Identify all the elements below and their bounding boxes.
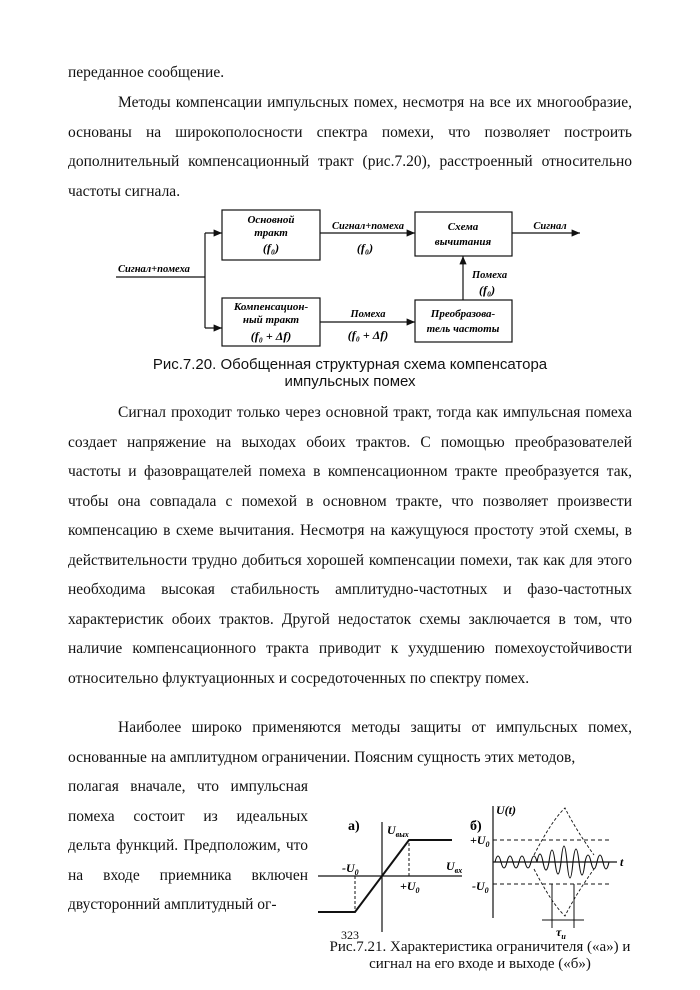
- comp-path-line1: Компенсацион-: [233, 301, 309, 313]
- u-in-label: $U_{вх}$: [446, 859, 463, 875]
- main-path-line1: Основной: [247, 214, 295, 226]
- paragraph-5: полагая вначале, что импульсная помеха состоит из идеальных дельта функций. Предположим, что на входе приемника включен двусторонний амплитудный ог-: [68, 778, 308, 913]
- plus-u0-label: $+U_0$: [400, 879, 420, 895]
- caption-7-21-line1: Рис.7.21. Характеристика ограничителя («а») и: [329, 939, 631, 955]
- figure-7-21: [312, 800, 642, 940]
- subtract-line2: вычитания: [434, 236, 492, 248]
- conv-out-freq: (f₀): [479, 283, 496, 297]
- t-axis-label: t: [620, 855, 624, 869]
- page-number: 323: [341, 928, 359, 942]
- input-label: Сигнал+помеха: [118, 264, 190, 275]
- comp-path-line2: ный тракт: [242, 314, 300, 326]
- b-minus-u0: $-U_0$: [472, 879, 489, 895]
- subtract-block: [415, 212, 512, 256]
- main-out-freq: (f₀): [356, 241, 374, 255]
- main-out-label: Сигнал+помеха: [332, 221, 404, 232]
- figure-7-20-caption: [120, 356, 580, 390]
- figure-7-21-caption: [300, 939, 660, 973]
- minus-u0-label: $-U_0$: [342, 861, 359, 877]
- b-plus-u0: $+U_0$: [470, 833, 490, 849]
- figure-7-20-block-diagram: [110, 205, 590, 350]
- comp-out-label: Помеха: [350, 309, 386, 320]
- paragraph-1: переданное сообщение.: [68, 64, 225, 81]
- u-out-label: $U_{вых}$: [387, 823, 409, 839]
- main-path-line2: тракт: [254, 227, 288, 239]
- paragraph-2: Методы компенсации импульсных помех, несмотря на все их многообразие, основаны на широкополосности спектра помехи, что позволяет построить дополнительный компенсационный тракт (рис.7.20), расстроенный относительно частоты сигнала.: [68, 94, 632, 200]
- panel-a-label: а): [348, 819, 360, 834]
- panel-b-label: б): [470, 819, 482, 834]
- output-label: Сигнал: [533, 221, 567, 232]
- caption-7-20-line1: Рис.7.20. Обобщенная структурная схема компенсатора: [152, 356, 548, 373]
- conv-out-label: Помеха: [472, 270, 508, 281]
- caption-7-21-line2: сигнал на его входе и выходе («б»): [369, 956, 591, 972]
- comp-out-freq: (f₀ + Δf): [347, 328, 389, 342]
- main-path-freq: (f₀): [262, 241, 280, 255]
- tau-label: $\tau_и$: [556, 925, 566, 940]
- paragraph-3: Сигнал проходит только через основной тракт, тогда как импульсная помеха создает напряжение на выходах обоих трактов. С помощью преобразователей частоты и фазовращателей помеха в компенсационном тракте преобразуется так, чтобы она совпадала с помехой в основном тракте, что позволяет произвести компенсацию в схеме вычитания. Несмотря на кажущуюся простоту этой схемы, в действительности трудно добиться хорошей компенсации помехи, так как для этого необходима высокая стабильность амплитудно-частотных и фазо-частотных характеристик обоих трактов. Другой недостаток схемы заключается в том, что наличие компенсационного тракта приводит к ухудшению помехоустойчивости относительно флуктуационных и сосредоточенных по спектру помех.: [68, 404, 632, 687]
- u-t-label: U(t): [496, 803, 516, 817]
- converter-line2: тель частоты: [426, 323, 500, 335]
- subtract-line1: Схема: [447, 221, 479, 233]
- converter-block: [415, 300, 512, 342]
- comp-path-freq: (f₀ + Δf): [250, 329, 292, 343]
- paragraph-4: Наиболее широко применяются методы защиты от импульсных помех, основанные на амплитудном ограничении. Поясним сущность этих методов,: [68, 719, 632, 766]
- converter-line1: Преобразова-: [430, 308, 496, 320]
- caption-7-20-line2: импульсных помех: [284, 373, 416, 390]
